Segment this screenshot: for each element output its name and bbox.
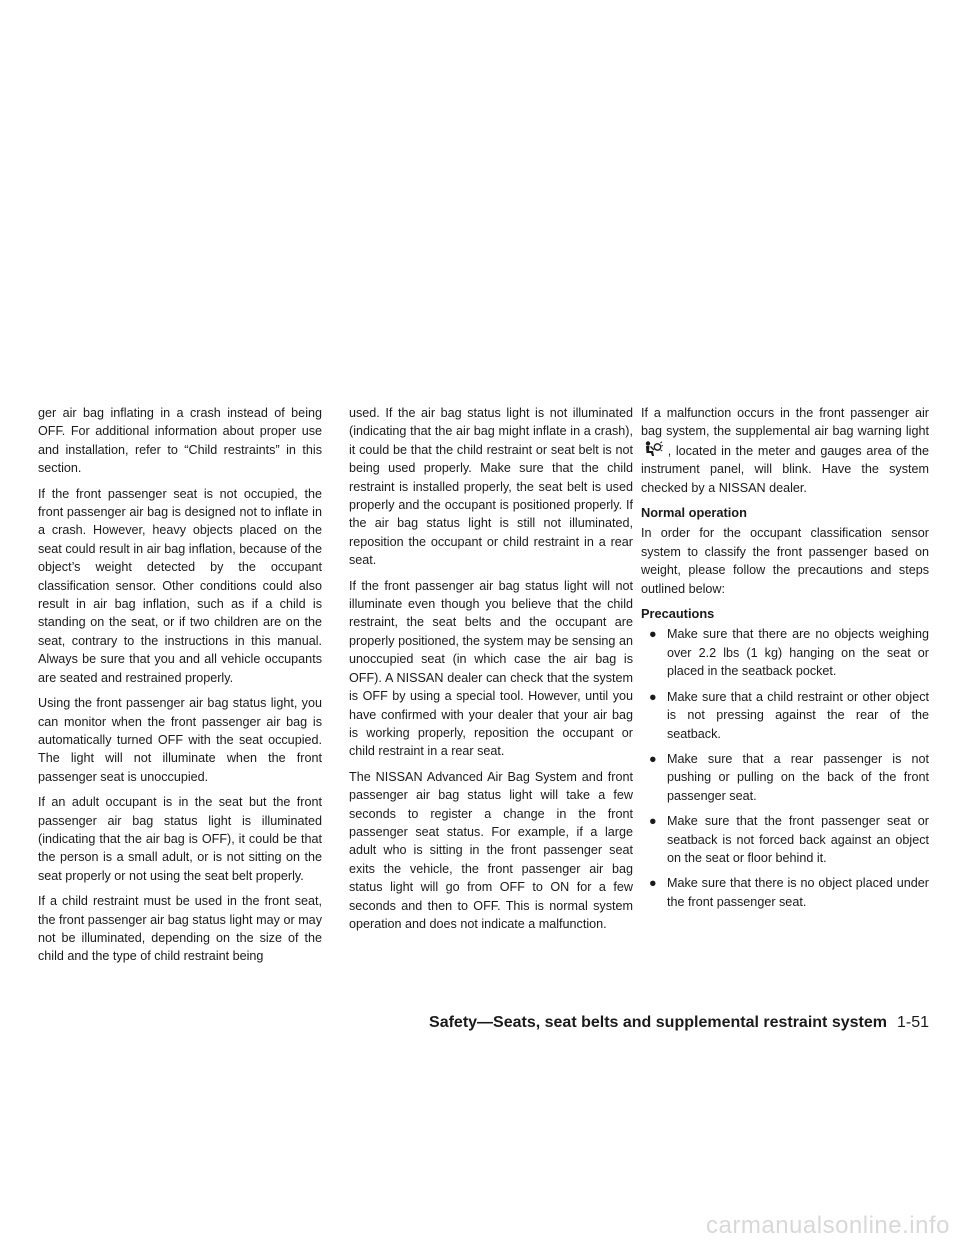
- text-before-icon: If a malfunction occurs in the front passenger air bag system, the supplemental air bag warning light: [641, 406, 929, 439]
- paragraph: In order for the occupant classification sensor system to classify the front passenger based on weight, please follow the precautions and steps outlined below:: [641, 526, 929, 596]
- text-column-left: [38, 404, 322, 973]
- bullet-icon: ●: [649, 689, 657, 704]
- bullet-icon: ●: [649, 876, 657, 891]
- text-after-icon: , located in the meter and gauges area of the instrument panel, will blink. Have the system checked by a NISSAN dealer.: [641, 443, 929, 495]
- paragraph: If the front passenger seat is not occupied, the front passenger air bag is designed not to inflate in a crash. However, heavy objects placed on the seat could result in air bag inflation, because of the object’s weight detected by the occupant classification sensor. Other conditions could also result in air bag inflation, such as if a child is standing on the seat, or if two children are on the seat, contrary to the instructions in this manual. Always be sure that you and all vehicle occupants are seated and restrained properly.: [38, 486, 322, 685]
- paragraph: If an adult occupant is in the seat but the front passenger air bag status light is illuminated (indicating that the air bag is OFF), it could be that the person is a small adult, or is not sitting on the seat properly or not using the seat belt properly.: [38, 795, 322, 883]
- page-number: 1-51: [896, 1014, 929, 1031]
- bullet-icon: ●: [649, 814, 657, 829]
- list-item: ● Make sure that there is no object placed under the front passenger seat.: [649, 876, 929, 909]
- paragraph: If a child restraint must be used in the front seat, the front passenger air bag status light may or may not be illuminated, depending on the size of the child and the type of child restraint being: [38, 894, 322, 964]
- heading-normal-operation: Normal operation: [641, 505, 747, 521]
- paragraph: The NISSAN Advanced Air Bag System and front passenger air bag status light will take a few seconds to register a change in the front passenger seat status. For example, if a large adult who is sitting in the front passenger seat exits the vehicle, the front passenger air bag status light will go from OFF to ON for a few seconds and then to OFF. This is normal system operation and does not indicate a malfunction.: [349, 769, 633, 931]
- paragraph: If the front passenger air bag status light will not illuminate even though you believe that the child restraint, the seat belts and the occupant are properly positioned, the system may be sensing an unoccupied seat (in which case the air bag is OFF). A NISSAN dealer can check that the system is OFF by using a special tool. However, until you have confirmed with your dealer that your air bag is working properly, reposition the occupant or child restraint in a rear seat.: [349, 578, 633, 759]
- text-column-right: [641, 404, 929, 918]
- watermark: carmanualsonline.info: [706, 1212, 950, 1239]
- list-item: ● Make sure that there are no objects weighing over 2.2 lbs (1 kg) hanging on the seat or placed in the seatback pocket.: [649, 627, 929, 679]
- text-column-middle: [349, 404, 633, 940]
- paragraph: ger air bag inflating in a crash instead of being OFF. For additional information about proper use and installation, refer to “Child restraints” in this section.: [38, 406, 322, 476]
- paragraph-airbag-warning: [641, 404, 929, 497]
- bullet-icon: ●: [649, 751, 657, 766]
- paragraph: used. If the air bag status light is not illuminated (indicating that the air bag might inflate in a crash), it could be that the child restraint or seat belt is not being used properly. Make sure that the child restraint is installed properly, the seat belt is used properly and the occupant is positioned properly. If the air bag status light is still not illuminated, reposition the occupant or child restraint in a rear seat.: [349, 406, 633, 568]
- airbag-warning-icon: [641, 441, 663, 457]
- list-item: ● Make sure that a rear passenger is not pushing or pulling on the back of the front passenger seat.: [649, 751, 929, 803]
- heading-precautions: Precautions: [641, 606, 715, 622]
- list-item: ● Make sure that the front passenger seat or seatback is not forced back against an object on the seat or floor behind it.: [649, 814, 929, 865]
- list-item: ● Make sure that a child restraint or other object is not pressing against the rear of the seatback.: [649, 689, 929, 741]
- page-footer: [429, 1014, 929, 1032]
- footer-section-title: Safety—Seats, seat belts and supplemental restraint system: [429, 1014, 887, 1031]
- paragraph: Using the front passenger air bag status light, you can monitor when the front passenger air bag is automatically turned OFF with the seat occupied. The light will not illuminate when the front passenger seat is unoccupied.: [38, 696, 322, 784]
- precautions-list: [641, 625, 929, 911]
- bullet-icon: ●: [649, 627, 657, 642]
